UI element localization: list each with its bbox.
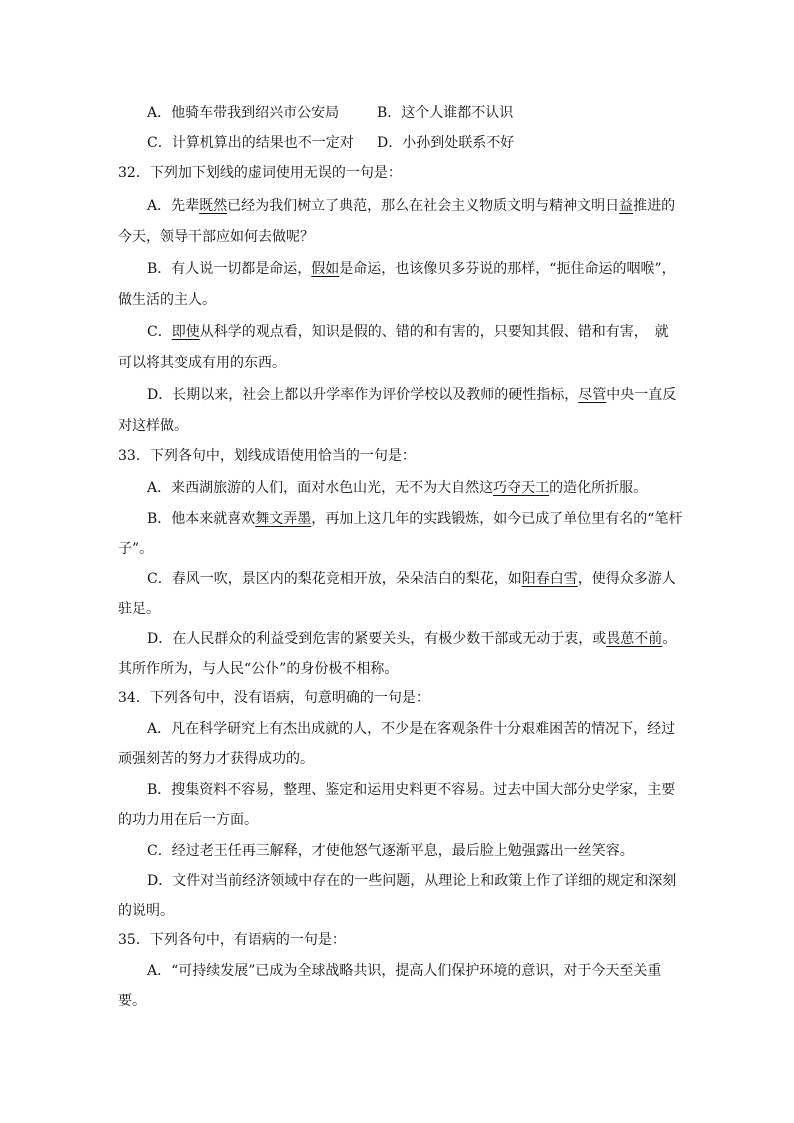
q33-c-text-1: C．春风一吹，景区内的梨花竞相开放，朵朵洁白的梨花，如	[147, 571, 522, 587]
q33-option-d-line2: 其所作所为，与人民“公仆”的身份极不相称。	[118, 661, 399, 677]
q33-option-a	[147, 478, 647, 498]
q33-c-text-2: ，使得众多游人	[577, 571, 676, 587]
q32-a-text-3: 推进的	[633, 198, 676, 214]
q35-stem: 35．下列各句中，有语病的一句是：	[118, 932, 346, 948]
q32-c-underlined-1: 即使	[171, 324, 200, 340]
q33-stem: 33．下列各句中，划线成语使用恰当的一句是：	[118, 448, 416, 464]
q32-c-text-1: C．	[147, 324, 172, 340]
q34-option-b: B．搜集资料不容易，整理、鉴定和运用史料更不容易。过去中国大部分史学家，主要	[147, 782, 676, 798]
q32-a-text-1: A．先辈	[147, 198, 200, 214]
q33-option-b-line2: 子”。	[118, 541, 154, 557]
q31-option-c	[147, 133, 354, 153]
q33-d-underlined-1: 畏葸不前	[606, 631, 663, 647]
q32-option-a	[147, 196, 675, 216]
q33-option-c	[147, 569, 676, 589]
q32-option-b-line2: 做生活的主人。	[118, 292, 216, 308]
q31-option-a-text: A．他骑车带我到绍兴市公安局	[147, 105, 340, 121]
q34-option-a-line2: 顽强刻苦的努力才获得成功的。	[118, 751, 314, 767]
q31-option-d	[377, 133, 514, 153]
q33-a-text-1: A．来西湖旅游的人们，面对水色山光，无不为大自然这	[147, 480, 494, 496]
q31-option-d-text: D．小孙到处联系不好	[377, 135, 515, 151]
q32-b-text-2: 是命运，也该像贝多芬说的那样，“扼住命运的咽喉”，	[339, 261, 676, 277]
q32-option-d	[147, 385, 676, 405]
q31-option-b	[377, 103, 513, 123]
q32-option-b	[147, 259, 676, 279]
q34-option-d-line2: 的说明。	[118, 903, 174, 919]
q31-option-c-text: C．计算机算出的结果也不一定对	[147, 135, 354, 151]
q32-option-d-line2: 对这样做。	[118, 418, 188, 434]
q32-option-a-line2: 今天，领导干部应如何去做呢？	[118, 229, 314, 245]
q33-option-d	[147, 629, 676, 649]
q33-b-underlined-1: 舞文弄墨	[255, 511, 312, 527]
q33-a-text-2: 的造化所折服。	[549, 480, 648, 496]
q34-option-b-line2: 的功力用在后一方面。	[118, 812, 258, 828]
q32-b-text-1: B．有人说一切都是命运，	[147, 261, 312, 277]
q33-a-underlined-1: 巧夺天工	[493, 480, 550, 496]
q33-b-text-2: ，再加上这几年的实践锻炼，如今已成了单位里有名的“笔杆	[311, 511, 683, 527]
q34-option-d: D．文件对当前经济领域中存在的一些问题，从理论上和政策上作了详细的规定和深刻	[147, 873, 677, 889]
q32-option-c-line2: 可以将其变成有用的东西。	[118, 355, 286, 371]
q33-c-underlined-1: 阳春白雪	[521, 571, 578, 587]
q32-stem: 32．下列加下划线的虚词使用无误的一句是：	[118, 165, 402, 181]
q32-b-underlined-1: 假如	[311, 261, 340, 277]
q33-d-text-2: 。	[662, 631, 677, 647]
q35-option-a: A．“可持续发展”已成为全球战略共识，提高人们保护环境的意识，对于今天至关重	[147, 963, 662, 979]
q35-option-a-line2: 要。	[118, 993, 146, 1009]
q34-stem: 34．下列各句中，没有语病，句意明确的一句是：	[118, 690, 430, 706]
q33-option-c-line2: 驻足。	[118, 601, 160, 617]
q33-b-text-1: B．他本来就喜欢	[147, 511, 256, 527]
q32-option-c	[147, 322, 669, 342]
q32-d-text-1: D．长期以来，社会上都以升学率作为评价学校以及教师的硬性指标，	[147, 387, 579, 403]
q31-option-b-text: B．这个人谁都不认识	[377, 105, 514, 121]
q32-c-text-2: 从科学的观点看，知识是假的、错的和有害的，只要知其假、错和有害， 就	[199, 324, 669, 340]
q33-option-b	[147, 509, 682, 529]
q32-a-underlined-2: 益	[619, 198, 634, 214]
q34-option-a: A．凡在科学研究上有杰出成就的人，不少是在客观条件十分艰难困苦的情况下，经过	[147, 721, 676, 737]
q32-d-underlined-1: 尽管	[578, 387, 607, 403]
q31-option-a	[147, 103, 339, 123]
q34-option-c: C．经过老王任再三解释，才使他怒气逐渐平息，最后脸上勉强露出一丝笑容。	[147, 843, 634, 859]
q32-a-underlined-1: 既然	[199, 198, 228, 214]
q32-d-text-2: 中央一直反	[606, 387, 677, 403]
q33-d-text-1: D．在人民群众的利益受到危害的紧要关头，有极少数干部或无动于衷，或	[147, 631, 607, 647]
q32-a-text-2: 已经为我们树立了典范，那么在社会主义物质文明与精神文明日	[227, 198, 620, 214]
